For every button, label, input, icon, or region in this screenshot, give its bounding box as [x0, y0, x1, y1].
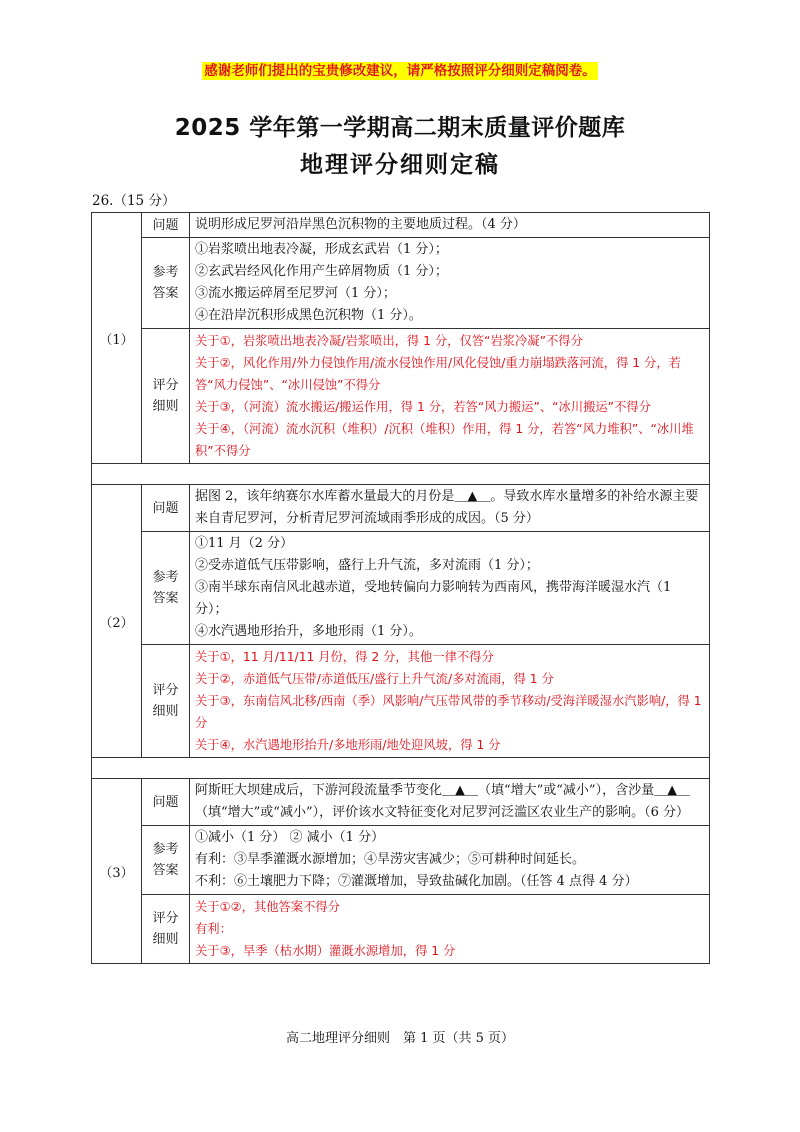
- table-row: [92, 485, 710, 532]
- page-title: 2025 学年第一学期高二期末质量评价题库: [174, 115, 626, 141]
- answer-text: ①减小（1 分） ② 减小（1 分） 有利：③旱季灌溉水源增加；④旱涝灾害减少；⑤可耕种时间延长。 不利：⑥土壤肥力下降；⑦灌溉增加，导致盐碱化加剧。（任答 4 点得 4 分）: [190, 826, 710, 895]
- table-row: [92, 645, 710, 758]
- part-label: （1）: [92, 213, 142, 464]
- question-label: 问题: [142, 213, 190, 238]
- answer-label: 参考 答案: [142, 826, 190, 895]
- rubric-label: 评分 细则: [142, 895, 190, 964]
- table-row: [92, 329, 710, 464]
- table-row: [92, 895, 710, 964]
- part-label: （2）: [92, 485, 142, 758]
- question-label: 问题: [142, 485, 190, 532]
- table-row: [92, 238, 710, 329]
- rubric-label: 评分 细则: [142, 645, 190, 758]
- spacer-row: [92, 758, 710, 779]
- table-row: [92, 532, 710, 645]
- spacer-row: [92, 464, 710, 485]
- answer-label: 参考 答案: [142, 238, 190, 329]
- answer-text: ①岩浆喷出地表冷凝，形成玄武岩（1 分）； ②玄武岩经风化作用产生碎屑物质（1 分）； ③流水搬运碎屑至尼罗河（1 分）； ④在沿岸沉积形成黑色沉积物（1 分）。: [190, 238, 710, 329]
- rubric-text: 关于①②，其他答案不得分 有利： 关于③，旱季（枯水期）灌溉水源增加，得 1 分: [190, 895, 710, 964]
- answer-label: 参考 答案: [142, 532, 190, 645]
- rubric-label: 评分 细则: [142, 329, 190, 464]
- table-row: [92, 213, 710, 238]
- rubric-text: 关于①，11 月/11/11 月份，得 2 分，其他一律不得分 关于②，赤道低气压带/赤道低压/盛行上升气流/多对流雨，得 1 分 关于③，东南信风北移/西南（季）风影响/气压带风带的季节移动/受海洋暖湿水汽影响/，得 1 分 关于④，水汽遇地形抬升/多地形雨/地处迎风坡，得 1 分: [190, 645, 710, 758]
- table-row: [92, 826, 710, 895]
- rubric-table: [91, 212, 710, 964]
- question-text: 阿斯旺大坝建成后，下游河段流量季节变化＿▲＿（填“增大”或“减小”），含沙量＿▲＿（填“增大”或“减小”），评价该水文特征变化对尼罗河泛滥区农业生产的影响。（6 分）: [190, 779, 710, 826]
- question-number: 26.（15 分）: [92, 193, 176, 209]
- review-notice: 感谢老师们提出的宝贵修改建议，请严格按照评分细则定稿阅卷。: [204, 63, 596, 79]
- page-footer: 高二地理评分细则 第 1 页（共 5 页）: [285, 1031, 515, 1046]
- question-text: 说明形成尼罗河沿岸黑色沉积物的主要地质过程。（4 分）: [190, 213, 710, 238]
- question-label: 问题: [142, 779, 190, 826]
- answer-text: ①11 月（2 分） ②受赤道低气压带影响，盛行上升气流，多对流雨（1 分）； ③南半球东南信风北越赤道，受地转偏向力影响转为西南风，携带海洋暖湿水汽（1 分）； ④水汽遇地形抬升，多地形雨（1 分）。: [190, 532, 710, 645]
- table-row: [92, 779, 710, 826]
- part-label: （3）: [92, 779, 142, 964]
- page-subtitle: 地理评分细则定稿: [300, 152, 500, 178]
- rubric-text: 关于①，岩浆喷出地表冷凝/岩浆喷出，得 1 分，仅答“岩浆冷凝”不得分 关于②，风化作用/外力侵蚀作用/流水侵蚀作用/风化侵蚀/重力崩塌跌落河流，得 1 分，若答“风力侵蚀”、“冰川侵蚀”不得分 关于③，（河流）流水搬运/搬运作用，得 1 分，若答“风力搬运”、“冰川搬运”不得分 关于④，（河流）流水沉积（堆积）/沉积（堆积）作用，得 1 分，若答“风力堆积”、“冰川堆积”不得分: [190, 329, 710, 464]
- question-text: 据图 2，该年纳赛尔水库蓄水量最大的月份是＿▲＿。导致水库水量增多的补给水源主要来自青尼罗河，分析青尼罗河流域雨季形成的成因。（5 分）: [190, 485, 710, 532]
